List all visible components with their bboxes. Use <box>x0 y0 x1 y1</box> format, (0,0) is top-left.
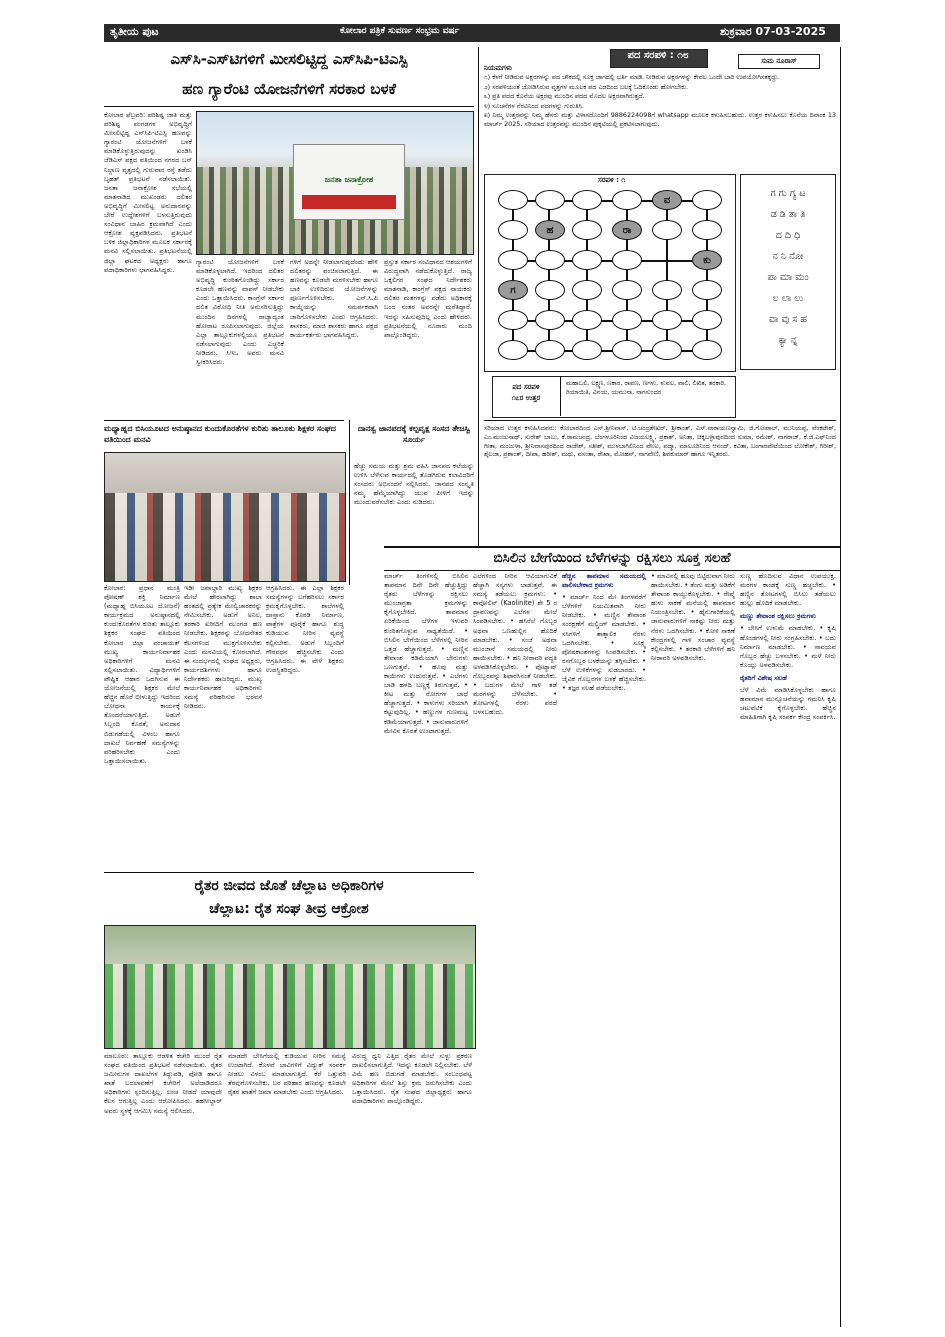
chain-node[interactable] <box>572 220 602 240</box>
divider <box>478 47 479 547</box>
chain-node[interactable] <box>612 250 642 270</box>
puzzle-rules <box>484 73 836 129</box>
chain-node[interactable] <box>572 340 602 360</box>
farmers-headline-2: ಚೆಲ್ಲಾಟ: ರೈತ ಸಂಘ ತೀವ್ರ ಆಕ್ರೋಶ <box>209 901 369 917</box>
chain-node-given: ರಾ <box>612 220 642 240</box>
lead-col-4: ಪ್ರಸ್ತುತ ಸರ್ಕಾರ ಸಂವಿಧಾನದ ಆಶಯಗಳಿಗೆ ವಿರುದ್ಧವಾಗಿ ನಡೆದುಕೊಳ್ಳುತ್ತಿದೆ. ರಾಜ್ಯ ಒಕ್ಕಲಿಗರ ಸಂಘದ ನಿರ್ದೇಶಕರು ಮಾತನಾಡಿ, ಕಾಂಗ್ರೆಸ್ ಪಕ್ಷದ ನಾಯಕರು ದಲಿತರ ಮತಗಳನ್ನು ಪಡೆದು ಅಧಿಕಾರಕ್ಕೆ ಬಂದ ನಂತರ ಅವರನ್ನೇ ಮರೆತಿದ್ದಾರೆ. ಇದನ್ನು ಸಹಿಸುವುದಿಲ್ಲ ಎಂದು ಹೇಳಿದರು. ಪ್ರತಿಭಟನೆಯಲ್ಲಿ ನೂರಾರು ಮಂದಿ ಪಾಲ್ಗೊಂಡಿದ್ದರು. <box>384 258 472 339</box>
heat-col-5b-text: • ಬೇಸಿಗೆ ಉಳುಮೆ ಮಾಡಬೇಕು. • ಕೃಷಿ ಹೊಂಡಗಳಲ್ಲಿ ನೀರು ಸಂಗ್ರಹಿಸಬೇಕು. • ಬದು ನಿರ್ಮಾಣ ಮಾಡಬೇಕು. • ಸಾವಯವ ಗೊಬ್ಬರ ಹೆಚ್ಚು ಬಳಸಬೇಕು. • ಮಳೆ ನೀರು ಕೊಯ್ಲು ಅಳವಡಿಸಬೇಕು. <box>740 624 836 669</box>
letter-bank-row: ವಾ ವು ಸ ಹ <box>769 314 807 325</box>
lead-col-2: ಗ್ಯಾರಂಟಿ ಯೋಜನೆಗಳಿಗೆ ಬಳಕೆ ಮಾಡಿಕೊಳ್ಳಲಾಗಿದೆ. ಇದರಿಂದ ದಲಿತರ ಅಭಿವೃದ್ಧಿ ಕುಂಠಿತಗೊಂಡಿದ್ದು ಸರ್ಕಾರ ಕೂಡಲೇ ಹಣವನ್ನು ವಾಪಸ್ ನೀಡಬೇಕು ಎಂದು ಒತ್ತಾಯಿಸಿದರು. ಕಾಂಗ್ರೆಸ್ ಸರ್ಕಾರ ದಲಿತ ವಿರೋಧಿ ನೀತಿ ಅನುಸರಿಸುತ್ತಿದ್ದು ಮುಂದಿನ ದಿನಗಳಲ್ಲಿ ರಾಜ್ಯಾದ್ಯಂತ ಹೋರಾಟ ರೂಪಿಸಲಾಗುವುದು. ಜಿಲ್ಲೆಯ ಎಲ್ಲಾ ತಾಲ್ಲೂಕುಗಳಲ್ಲಿಯೂ ಪ್ರತಿಭಟನೆ ನಡೆಸಲಾಗುವುದು ಎಂದು ಎಚ್ಚರಿಕೆ ನೀಡಿದರು. ಸಿಇಒ ಅವರು ಮನವಿ ಸ್ವೀಕರಿಸಿದರು. <box>196 258 284 367</box>
chain-node[interactable] <box>572 280 602 300</box>
chain-node[interactable] <box>652 280 682 300</box>
divider <box>840 47 841 1327</box>
heat-col-1: ಮಾರ್ಚ್ ತಿಂಗಳಿನಲ್ಲಿ ಬಿಸಿಲಿನ ತಾಪಮಾನ ದಿನೇ ದಿನೇ ಹೆಚ್ಚುತ್ತಿದ್ದು ರೈತರು ಬೆಳೆಗಳನ್ನು ರಕ್ಷಿಸಲು ಮುಂಜಾಗ್ರತಾ ಕ್ರಮಗಳನ್ನು ಕೈಗೊಳ್ಳಬೇಕಿದೆ. ತಾಪಮಾನ ಏರಿಕೆಯಿಂದ ಬೆಳೆಗಳ ಇಳುವರಿ ಕುಂಠಿತಗೊಳ್ಳುವ ಸಾಧ್ಯತೆಯಿದೆ. • ಬಿಸಿಲಿನ ಬೇಗೆಯಿಂದ ಬೆಳೆಗಳಲ್ಲಿ ನೀರಿನ ಒತ್ತಡ ಹೆಚ್ಚಾಗುತ್ತದೆ. • ಮಣ್ಣಿನ ತೇವಾಂಶ ಕಡಿಮೆಯಾಗಿ ಬೇರುಗಳು ಒಣಗುತ್ತವೆ. • ಹೂವು ಮತ್ತು ಕಾಯಿಗಳು ಉದುರುತ್ತವೆ. • ಎಲೆಗಳು ಬಾಡಿ ಹಳದಿ ಬಣ್ಣಕ್ಕೆ ತಿರುಗುತ್ತವೆ. • ಕೀಟ ಮತ್ತು ರೋಗಗಳ ಬಾಧೆ ಹೆಚ್ಚಾಗುತ್ತದೆ. • ಕಾಳುಗಳು ಸರಿಯಾಗಿ ಕಟ್ಟುವುದಿಲ್ಲ. • ಹಣ್ಣುಗಳ ಗುಣಮಟ್ಟ ಕಡಿಮೆಯಾಗುತ್ತದೆ. • ಜಾನುವಾರುಗಳಿಗೆ ಮೇವಿನ ಕೊರತೆ ಉಂಟಾಗುತ್ತದೆ. <box>384 572 468 735</box>
lead-col-1: ಕೋಲಾರ ಫೆಬ್ರವರಿ: ಪರಿಶಿಷ್ಟ ಜಾತಿ ಮತ್ತು ಪರಿಶಿಷ್ಟ ಪಂಗಡಗಳ ಅಭಿವೃದ್ಧಿಗೆ ಮೀಸಲಿಟ್ಟಿದ್ದ ಎಸ್‌ಸಿಪಿ-ಟಿಎಸ್ಪಿ ಹಣವನ್ನು ಗ್ಯಾರಂಟಿ ಯೋಜನೆಗಳಿಗೆ ಬಳಕೆ ಮಾಡಿಕೊಳ್ಳುತ್ತಿರುವುದನ್ನು ಖಂಡಿಸಿ ಜೆಡಿಎಸ್ ಪಕ್ಷದ ವತಿಯಿಂದ ನಗರದ ಬಸ್ ನಿಲ್ದಾಣ ವೃತ್ತದಲ್ಲಿ ಗುರುವಾರ ರಸ್ತೆ ತಡೆದು ಬೃಹತ್ ಪ್ರತಿಭಟನೆ ನಡೆಸಲಾಯಿತು. ಜನತಾ ಜನಾಕ್ರೋಶ ಸಭೆಯಲ್ಲಿ ಮಾತನಾಡಿದ ಮುಖಂಡರು ದಲಿತರ ಅಭಿವೃದ್ಧಿಗೆ ಮೀಸಲಿಟ್ಟ ಅನುದಾನವನ್ನು ಬೇರೆ ಉದ್ದೇಶಗಳಿಗೆ ಬಳಸುತ್ತಿರುವುದು ಸಂವಿಧಾನ ಬಾಹಿರ ಕ್ರಮವಾಗಿದೆ ಎಂದು ಆಕ್ರೋಶ ವ್ಯಕ್ತಪಡಿಸಿದರು. ಪ್ರತಿಭಟನೆ ಬಳಿಕ ಜಿಲ್ಲಾಧಿಕಾರಿಗಳ ಮೂಲಕ ಸರ್ಕಾರಕ್ಕೆ ಮನವಿ ಸಲ್ಲಿಸಲಾಯಿತು. ಪ್ರತಿಭಟನೆಯಲ್ಲಿ ಜಿಲ್ಲಾ ಘಟಕದ ಅಧ್ಯಕ್ಷರು ಹಾಗೂ ಪದಾಧಿಕಾರಿಗಳು ಭಾಗವಹಿಸಿದ್ದರು. <box>104 111 192 274</box>
farmers-headline-1: ರೈತರ ಜೀವದ ಜೊತೆ ಚೆಲ್ಲಾಟ ಅಧಿಕಾರಿಗಳ <box>194 878 384 894</box>
lead-headline-2: ಹಣ ಗ್ಯಾರೆಂಟಿ ಯೋಜನೆಗಳಿಗೆ ಸರಕಾರ ಬಳಕೆ <box>182 80 396 98</box>
divider <box>349 420 350 585</box>
banner-stripe <box>302 195 396 209</box>
heat-col-5-text: ಸುಣ್ಣ ಹೊದಿಸುವ ವಿಧಾನ ಉಪಯುಕ್ತ. ಮರಗಳ ಕಾಂಡಕ್ಕೆ ಸುಣ್ಣ ಹಚ್ಚಬೇಕು. • ಹಣ್ಣಿನ ತೋಟಗಳಲ್ಲಿ ಬಿಸಿಲು ತಡೆಯಲು ಹುಲ್ಲು ಹೊದಿಕೆ ಮಾಡಬೇಕು. <box>740 572 836 608</box>
answer-label-1: ಪದ ಸರಪಳಿ <box>512 383 540 391</box>
chain-node[interactable] <box>498 220 528 240</box>
issue-date: ಶುಕ್ರವಾರ 07-03-2025 <box>720 25 826 38</box>
heat-subhead: ರೈತರಿಗೆ ವಿಶೇಷ ಸಲಹೆ <box>740 673 787 682</box>
photo-banner <box>293 144 405 220</box>
puzzle-rules-label: ನಿಯಮಗಳು <box>484 64 512 72</box>
puzzle-author-text: ಸುಮ ನೂರಾಸ್ <box>761 57 797 65</box>
chain-node[interactable] <box>498 310 528 330</box>
chain-node[interactable] <box>652 310 682 330</box>
letter-bank-row: ದ ದಿ ಧಿ <box>775 230 801 241</box>
dharna-photo <box>104 452 346 582</box>
heat-col-5c-text: ಬೆಳೆ ವಿಮೆ ಮಾಡಿಸಿಕೊಳ್ಳಬೇಕು ಹಾಗೂ ಹವಾಮಾನ ಮುನ್ಸೂಚನೆಯನ್ನು ಗಮನಿಸಿ ಕೃಷಿ ಚಟುವಟಿಕೆ ಕೈಗೊಳ್ಳಬೇಕು. ಹೆಚ್ಚಿನ ಮಾಹಿತಿಗಾಗಿ ಕೃಷಿ ಸಂಪರ್ಕ ಕೇಂದ್ರ ಸಂಪರ್ಕಿಸಿ. <box>740 686 836 722</box>
brief-body: ಹೆಚ್ಚು ಸಮಯ ಮತ್ತು ಶ್ರಮ ವಹಿಸಿ ಜಾನಪದ ಕಲೆಯನ್ನು ಉಳಿಸಿ ಬೆಳೆಸುವ ಕಾರ್ಯದಲ್ಲಿ ತೊಡಗಿರುವ ಕಲಾವಿದರಿಗೆ ಸಂಸದರು ಅಭಿನಂದನೆ ಸಲ್ಲಿಸಿದರು. ಜಾನಪದ ಸಂಸ್ಕೃತಿ ನಮ್ಮ ಹೆಮ್ಮೆಯಾಗಿದ್ದು ಯುವ ಪೀಳಿಗೆ ಇದನ್ನು ಮುಂದುವರೆಸಬೇಕು ಎಂದು ನುಡಿದರು. <box>354 462 474 507</box>
chain-node[interactable] <box>612 340 642 360</box>
puzzle-rule-3: ೩) ಪ್ರತಿ ಪದದ ಕೊನೆಯ ಅಕ್ಷರವು ಮುಂದಿನ ಪದದ ಮೊದಲ ಅಕ್ಷರವಾಗಿರುತ್ತದೆ. <box>484 92 645 101</box>
dharna-headline-text: ಮಧ್ಯಾಹ್ನದ ಬಿಸಿಯೂಟದ ಅನುಷ್ಠಾನದ ಕುಂದುಕೊರತೆಗಳ ಕುರಿತು ತಾಲೂಕು ಶಿಕ್ಷಕರ ಸಂಘದ ವತಿಯಿಂದ ಮನವಿ <box>104 424 336 444</box>
chain-node[interactable] <box>572 250 602 270</box>
chain-node[interactable] <box>692 310 722 330</box>
answer-text: ಮಹಾಬಲಿ, ಲಕ್ಷ್ಮಣ, ಣಕಾರ, ರಾವಣ, ಣಗಳು, ಳುವಲ, ವಾಲಿ, ಲಿಖಿತ, ತರಕಾರಿ, ರಿಯಾಯಿತಿ, ವಿನಯ, ಯಮುನಾ, ನಾಗಸುಂದರ <box>566 379 727 396</box>
chain-node-given: ಗ <box>498 280 528 300</box>
letter-bank <box>740 174 836 370</box>
divider <box>560 376 561 416</box>
puzzle-title: ಪದ ಸರಪಳಿ : ೧೮ <box>627 50 689 61</box>
divider <box>104 106 474 107</box>
chain-node[interactable] <box>612 310 642 330</box>
chain-node[interactable] <box>692 220 722 240</box>
farmers-col-3: ವಿರುದ್ಧ ಧ್ವನಿ ಎತ್ತಿದ ರೈತರ ಮೇಲೆ ಸುಳ್ಳು ಪ್ರಕರಣ ದಾಖಲಿಸಲಾಗುತ್ತಿದೆ. ಇದನ್ನು ಕೂಡಲೇ ನಿಲ್ಲಿಸಬೇಕು. ಬೆಳೆ ವಿಮೆ ಹಣ ಬಿಡುಗಡೆ ಮಾಡಬೇಕು. ಸಂಬಂಧಪಟ್ಟ ಅಧಿಕಾರಿಗಳ ಮೇಲೆ ಶಿಸ್ತು ಕ್ರಮ ಜರುಗಿಸಬೇಕು ಎಂದು ಒತ್ತಾಯಿಸಿದರು. ರೈತ ಸಂಘದ ಜಿಲ್ಲಾಧ್ಯಕ್ಷರು ಹಾಗೂ ಪದಾಧಿಕಾರಿಗಳು ಪಾಲ್ಗೊಂಡಿದ್ದರು. <box>352 1052 472 1106</box>
puzzle-rule-5: ೫) ನಿಮ್ಮ ಉತ್ತರವನ್ನು ನಿಮ್ಮ ಹೆಸರು ಮತ್ತು ವಿಳಾಸದೊಂದಿಗೆ 9886224098ಗೆ whatsapp ಮೂಲಕ ಕಳುಹಿಸಬಹುದು. ಉತ್ತರ ಕಳುಹಿಸಲು ಕೊನೆಯ ದಿನಾಂಕ 13 ಮಾರ್ಚ್ 2025. ಸರಿಯಾದ ಉತ್ತರವನ್ನು ಮುಂದಿನ ಪುಕ್ಕಟಿಯಲ್ಲಿ ಪ್ರಕಟಿಸಲಾಗುವುದು. <box>484 111 836 128</box>
letter-bank-row: ಕ್ಯಾ ನ್ನ <box>778 335 798 346</box>
heat-col-5 <box>740 572 836 1322</box>
chain-node[interactable] <box>535 250 565 270</box>
letter-bank-row: ಲ ಲಾ ಲು <box>772 293 804 304</box>
dharna-headline <box>104 423 344 445</box>
chain-node-given: ಹ <box>535 220 565 240</box>
chain-node[interactable] <box>535 280 565 300</box>
puzzle-rule-2: ೨) ಸರಪಳಿಯಂತೆ ಜೋಡಿಸಿರುವ ವೃತ್ತಗಳ ಮೂಲಕ ಪದ ಎಡದಿಂದ ಬಲಕ್ಕೆ ಓದಿಕೊಂಡು ಹೋಗಬೇಕು. <box>484 82 689 91</box>
letter-bank-row: ಡ ಡಿ ತಾ ತಿ <box>770 209 806 220</box>
chain-node[interactable] <box>692 340 722 360</box>
chain-node[interactable] <box>498 340 528 360</box>
chain-node[interactable] <box>535 340 565 360</box>
farmers-col-1: ಮಾಲೂರು: ತಾಲ್ಲೂಕು ಆಡಳಿತ ಕಚೇರಿ ಮುಂದೆ ರೈತ ಸಂಘದ ವತಿಯಿಂದ ಪ್ರತಿಭಟನೆ ನಡೆಸಲಾಯಿತು. ರೈತರ ಜಮೀನುಗಳ ದಾಖಲೆಗಳ ತಿದ್ದುಪಡಿ, ಪೋಡಿ ಹಾಗೂ ಖಾತೆ ಬದಲಾವಣೆಗೆ ಕಚೇರಿಗೆ ಅಲೆದಾಡಿದರೂ ಅಧಿಕಾರಿಗಳು ಸ್ಪಂದಿಸುತ್ತಿಲ್ಲ. ಲಂಚ ನೀಡದೆ ಯಾವುದೇ ಕೆಲಸ ಆಗುತ್ತಿಲ್ಲ ಎಂದು ಆರೋಪಿಸಿದರು. ತಹಸೀಲ್ದಾರ್ ಅವರು ಸ್ಥಳಕ್ಕೆ ಆಗಮಿಸಿ ಸಮಸ್ಯೆ ಆಲಿಸಿದರು. <box>104 1052 222 1115</box>
dharna-col-1: ಕೋಲಾರ: ಪ್ರಧಾನ ಮಂತ್ರಿ ಪೋಷಣ್ ಶಕ್ತಿ ನಿರ್ಮಾಣ (ಮಧ್ಯಾಹ್ನ ಬಿಸಿಯೂಟ ಯೋಜನೆ) ಕಾರ್ಯಕ್ರಮದ ಅನುಷ್ಠಾನದಲ್ಲಿ ಕುಂದುಕೊರತೆಗಳ ಕುರಿತು ತಾಲ್ಲೂಕು ಶಿಕ್ಷಕರ ಸಂಘದ ವತಿಯಿಂದ ಕೋಲಾರ ಜಿಲ್ಲಾ ಪಂಚಾಯತ್ ಮುಖ್ಯ ಕಾರ್ಯನಿರ್ವಾಹಕ ಅಧಿಕಾರಿಗಳಿಗೆ ಮನವಿ ಸಲ್ಲಿಸಲಾಯಿತು. ವಿದ್ಯಾರ್ಥಿಗಳಿಗೆ ಪೌಷ್ಟಿಕ ಆಹಾರ ಒದಗಿಸುವ ಈ ಯೋಜನೆಯಲ್ಲಿ ಶಿಕ್ಷಕರ ಮೇಲೆ ಹೆಚ್ಚಿನ ಹೊರೆ ಬೀಳುತ್ತಿದ್ದು ಇದರಿಂದ ಬೋಧನಾ ಕಾರ್ಯಕ್ಕೆ ತೊಂದರೆಯಾಗುತ್ತಿದೆ. ಅಡುಗೆ ಸಿಬ್ಬಂದಿ ಕೊರತೆ, ಅನುದಾನ ಬಿಡುಗಡೆಯಲ್ಲಿ ವಿಳಂಬ ಹಾಗೂ ದಾಖಲೆ ನಿರ್ವಹಣೆ ಸಮಸ್ಯೆಗಳನ್ನು ಪರಿಹರಿಸಬೇಕು ಎಂದು ಒತ್ತಾಯಿಸಲಾಯಿತು. <box>104 584 180 765</box>
letter-bank-row: ಪಾ ಮಾ ಮಂ <box>767 272 809 283</box>
divider <box>104 420 344 421</box>
heat-headline: ಬಿಸಿಲಿನ ಬೇಗೆಯಿಂದ ಬೆಳೆಗಳನ್ನು ರಕ್ಷಿಸಲು ಸೂಕ್ತ ಸಲಹೆ <box>493 550 731 566</box>
heat-subhead: ಮಣ್ಣು ತೇವಾಂಶ ರಕ್ಷಿಸಲು ಕ್ರಮಗಳು <box>740 612 816 621</box>
answer-label <box>496 382 556 404</box>
puzzle-author-tag <box>738 54 820 69</box>
brief-headline <box>354 423 474 445</box>
chain-node[interactable] <box>498 250 528 270</box>
puzzle-clue-label: ಸರಪಳಿ : ೧ <box>598 176 626 184</box>
lead-photo <box>196 111 474 255</box>
heat-subhead: ಹೆಚ್ಚಿನ ತಾಪಮಾನ ಸಮಯದಲ್ಲಿ ಪಾಲಿಸಬೇಕಾದ ಕ್ರಮಗಳು <box>562 572 646 590</box>
letter-bank-row: ನ ನಿ ನೋ <box>772 251 804 262</box>
lead-col-3: ಗಳಿಗೆ ಅದನ್ನೇ ನೀಡಲಾಗುವುದೆಂದು ಹೇಳಿ ದಲಿತರನ್ನು ವಂಚಿಸಲಾಗುತ್ತಿದೆ. ಈ ಹಣವನ್ನು ಕೂಡಲೇ ಮರಳಿಸಬೇಕು ಹಾಗೂ ಬಾಕಿ ಉಳಿದಿರುವ ಯೋಜನೆಗಳನ್ನು ಪೂರ್ಣಗೊಳಿಸಬೇಕು. ಎಸ್.ಸಿ.ಪಿ ಕಾಯ್ದೆಯನ್ನು ಸಮರ್ಪಕವಾಗಿ ಜಾರಿಗೊಳಿಸಬೇಕು ಎಂದು ಆಗ್ರಹಿಸಿದರು. ಶಾಸಕರು, ಮಾಜಿ ಶಾಸಕರು ಹಾಗೂ ಪಕ್ಷದ ಕಾರ್ಯಕರ್ತರು ಭಾಗವಹಿಸಿದ್ದರು. <box>290 258 378 339</box>
chain-node[interactable] <box>535 190 565 210</box>
chain-node[interactable] <box>612 280 642 300</box>
lead-headline-1: ಎಸ್‌ಸಿ-ಎಸ್‌ಟಿಗಳಿಗೆ ಮೀಸಲಿಟ್ಟಿದ್ದ ಎಸ್‌ಸಿಪಿ-ಟಿಎಸ್ಪಿ <box>170 50 408 68</box>
farmers-col-2: ಮಾಡದೇ ಬೇಸಿಗೆಯಲ್ಲಿ ಕುಡಿಯುವ ನೀರಿನ ಸಮಸ್ಯೆ ಉಂಟಾಗಿದೆ. ಕೊಳವೆ ಬಾವಿಗಳಿಗೆ ವಿದ್ಯುತ್ ಸಂಪರ್ಕ ನೀಡಲು ವಿಳಂಬ ಮಾಡಲಾಗುತ್ತಿದೆ. ಕೆರೆ ಒತ್ತುವರಿ ತೆರವುಗೊಳಿಸಬೇಕು. ಬರ ಪರಿಹಾರ ಹಣವನ್ನು ಕೂಡಲೇ ರೈತರ ಖಾತೆಗೆ ಜಮಾ ಮಾಡಬೇಕು ಎಂದು ಆಗ್ರಹಿಸಿದರು. <box>228 1052 346 1097</box>
answer-label-2: ೧೭ರ ಉತ್ತರ <box>511 394 541 402</box>
chain-node-given: ವ <box>652 190 682 210</box>
heat-col-3-text: • ಮಾರ್ಚ್ ನಿಂದ ಮೇ ತಿಂಗಳವರೆಗೆ ಬೆಳೆಗಳಿಗೆ ನಿಯಮಿತವಾಗಿ ನೀರು ನೀಡಬೇಕು. • ಮಣ್ಣಿನ ತೇವಾಂಶ ಸಂರಕ್ಷಣೆಗೆ ಮಲ್ಚಿಂಗ್ ಮಾಡಬೇಕು. • ಸಸಿಗಳಿಗೆ ತಾತ್ಕಾಲಿಕ ನೆರಳು ಒದಗಿಸಬೇಕು. • ಸೂಕ್ಷ್ಮ ಪೋಷಕಾಂಶಗಳನ್ನು ಸಿಂಪಡಿಸಬೇಕು. • ರಸಗೊಬ್ಬರ ಬಳಕೆಯನ್ನು ತಗ್ಗಿಸಬೇಕು. • ಬೆಳೆ ಉಳಿಕೆಗಳನ್ನು ಸುಡಬಾರದು. • ಜೈವಿಕ ಗೊಬ್ಬರಗಳ ಬಳಕೆ ಹೆಚ್ಚಿಸಬೇಕು. • ತಜ್ಞರ ಸಲಹೆ ಪಡೆಯಬೇಕು. <box>562 593 646 693</box>
chain-node[interactable] <box>652 220 682 240</box>
chain-node[interactable] <box>692 190 722 210</box>
photo-people <box>105 493 345 581</box>
chain-node[interactable] <box>612 190 642 210</box>
chain-node[interactable] <box>535 310 565 330</box>
chain-node[interactable] <box>652 340 682 360</box>
dharna-col-3: ಆಗ್ರಹಿಸಿದರು. ಈ ಎಲ್ಲಾ ಶಿಕ್ಷಕರ ಸಮಸ್ಯೆಗಳನ್ನು ಬಗೆಹರಿಸಲು ಸರ್ಕಾರ ಕ್ರಮಕೈಗೊಳ್ಳಬೇಕು. ಶಾಲೆಗಳಲ್ಲಿ ದಾಸ್ತಾನು ಕೊಠಡಿ ನಿರ್ಮಾಣ, ಪಾತ್ರೆಗಳ ಪೂರೈಕೆ ಹಾಗೂ ಶುದ್ಧ ಕುಡಿಯುವ ನೀರಿನ ವ್ಯವಸ್ಥೆ ಕಲ್ಪಿಸಬೇಕು. ಅಡುಗೆ ಸಿಬ್ಬಂದಿಗೆ ಗೌರವಧನ ಹೆಚ್ಚಿಸಬೇಕು ಎಂದು ಆಗ್ರಹಿಸಿದರು. ಈ ವೇಳೆ ಶಿಕ್ಷಕರು ಉಪಸ್ಥಿತರಿದ್ದರು. <box>266 584 344 674</box>
heat-col-4: • ಮಾವಿನಲ್ಲಿ ಹೂವು ಬಿಟ್ಟಿರುವಾಗ ನೀರು ಹಾಯಿಸಬೇಕು. • ತೆಂಗು ಮತ್ತು ಅಡಿಕೆಗೆ ತೇವಾಂಶ ಕಾಯ್ದುಕೊಳ್ಳಬೇಕು. • ರೇಷ್ಮೆ ಹುಳು ಸಾಕಣೆ ಮನೆಯಲ್ಲಿ ತಾಪಮಾನ ನಿಯಂತ್ರಿಸಬೇಕು. • ಹೈನುಗಾರಿಕೆಯಲ್ಲಿ ಜಾನುವಾರುಗಳಿಗೆ ಸಾಕಷ್ಟು ನೀರು ಮತ್ತು ನೆರಳು ಒದಗಿಸಬೇಕು. • ಕೋಳಿ ಸಾಕಣೆ ಕೇಂದ್ರಗಳಲ್ಲಿ ಗಾಳಿ ಸಂಚಾರ ವ್ಯವಸ್ಥೆ ಕಲ್ಪಿಸಬೇಕು. • ತರಕಾರಿ ಬೆಳೆಗಳಿಗೆ ಹನಿ ನೀರಾವರಿ ಅಳವಡಿಸಬೇಕು. <box>651 572 735 662</box>
heat-col-2: ಎಲೆಗಳಿಂದ ನೀರಿನ ಆವಿಯಾಗುವಿಕೆ ಹೆಚ್ಚಾಗಿ ಸಸ್ಯಗಳು ಬಾಡುತ್ತವೆ. ಈ ಸಮಸ್ಯೆ ತಡೆಯಲು ಕ್ರಮಗಳು: • ಕಾವೋಲಿನ್ (Kaolinite) ಶೇ 5 ರ ದ್ರಾವಣವನ್ನು ಎಲೆಗಳ ಮೇಲೆ ಸಿಂಪಡಿಸಬೇಕು. • ಹಸಿರೆಲೆ ಗೊಬ್ಬರ ಅಥವಾ ಒಣಹುಲ್ಲಿನ ಹೊದಿಕೆ ಮಾಡಬೇಕು. • ಸಂಜೆ ಅಥವಾ ಮುಂಜಾನೆ ಸಮಯದಲ್ಲಿ ನೀರು ಹಾಯಿಸಬೇಕು. • ಹನಿ ನೀರಾವರಿ ಪದ್ಧತಿ ಅಳವಡಿಸಿಕೊಳ್ಳಬೇಕು. • ಪೊಟ್ಯಾಷ್ ಗೊಬ್ಬರವನ್ನು ಶಿಫಾರಸಿನಂತೆ ನೀಡಬೇಕು. • ಬದುಗಳ ಮೇಲೆ ಗಾಳಿ ತಡೆ ಮರಗಳನ್ನು ಬೆಳೆಸಬೇಕು. • ತೋಟಗಳಲ್ಲಿ ನೆರಳು ಪರದೆ ಬಳಸಬಹುದು. <box>473 572 557 717</box>
chain-node[interactable] <box>572 190 602 210</box>
puzzle-rule-4: ೪) ಸೂಚನೆಗಳ ನೆರವಿನಿಂದ ಪದಗಳನ್ನು ಗುರುತಿಸಿ. <box>484 101 584 110</box>
divider <box>484 420 836 421</box>
brief-headline-text: ದಾನತ್ವ ಜಾನಪದಕ್ಕೆ ಕಲ್ಪವೃಕ್ಷ ಸಂಸದ ತೇಜಸ್ವಿ ಸೂರ್ಯ <box>357 424 471 444</box>
banner-text: ಜನತಾ ಜನಾಕ್ರೋಶ <box>324 175 374 184</box>
dharna-col-2: ಇಡೀ ಜವಾಬ್ದಾರಿ ಮುಖ್ಯ ಶಿಕ್ಷಕರ ಮೇಲೆ ಹೇರಲಾಗಿದ್ದು ಶಾಲಾ ಹಂತದಲ್ಲಿ ಪ್ರತ್ಯೇಕ ಮೇಲ್ವಿಚಾರಕರನ್ನು ನೇಮಿಸಬೇಕು. ಅಡುಗೆ ಅನಿಲ, ತರಕಾರಿ ಖರೀದಿಗೆ ಮುಂಗಡ ಹಣ ನೀಡಬೇಕು. ಶಿಕ್ಷಕರನ್ನು ಬೋಧನೇತರ ಕೆಲಸಗಳಿಂದ ಮುಕ್ತಗೊಳಿಸಬೇಕು ಎಂದು ಮನವಿಯಲ್ಲಿ ಕೋರಲಾಗಿದೆ. ಈ ಸಂದರ್ಭದಲ್ಲಿ ಸಂಘದ ಅಧ್ಯಕ್ಷರು, ಕಾರ್ಯದರ್ಶಿಗಳು ಹಾಗೂ ನಿರ್ದೇಶಕರು ಹಾಜರಿದ್ದರು. ಮುಖ್ಯ ಕಾರ್ಯನಿರ್ವಾಹಕ ಅಧಿಕಾರಿಗಳು ಸಮಸ್ಯೆ ಪರಿಹರಿಸುವ ಭರವಸೆ ನೀಡಿದರು. <box>184 584 262 711</box>
heat-col-3 <box>562 572 646 1322</box>
puzzle-rule-1: ೧) ಕೆಳಗೆ ನೀಡಿರುವ ಅಕ್ಷರಗಳನ್ನು ಪದ ಚೌಕದಲ್ಲಿ ಸೂಕ್ತ ಜಾಗದಲ್ಲಿ ಭರ್ತಿ ಮಾಡಿ. ನೀಡಿರುವ ಅಕ್ಷರಗಳನ್ನು ಕೇವಲ ಒಂದೇ ಬಾರಿ ಉಪಯೋಗಿಸತಕ್ಕದ್ದು. <box>484 73 780 81</box>
winners-list: ಸರಿಯಾದ ಉತ್ತರ ಕಳುಹಿಸಿದವರು: ಕೋಲಾರದಿಂದ ಎಸ್.ಶ್ರೀನಿವಾಸ್, ಟಿ.ಚಂದ್ರಶೇಖರ್, ಶ್ರೀಕಾಂತ್, ಎಸ್.ನಾರಾಯಣಸ್ವಾಮಿ, ಜಿ.ಗೋಪಾಲ್, ಮುನಿಯಪ್ಪ, ವೆಂಕಟೇಶ್, ಎಂ.ಮಂಜುನಾಥ್, ಸುರೇಶ್ ಬಾಬು, ಕೆ.ರಾಮಚಂದ್ರ, ಬೆಂಗಳೂರಿನಿಂದ ವಿಜಯಲಕ್ಷ್ಮಿ, ಪ್ರಕಾಶ್, ಅನಿತಾ, ಚಿಕ್ಕಬಳ್ಳಾಪುರದಿಂದ ಸುಮಾ, ರಮೇಶ್, ನಾಗರಾಜ್, ಕೆ.ಜಿ.ಎಫ್‌ನಿಂದ ಗೀತಾ, ಮಂಜುಳಾ, ಶ್ರೀನಿವಾಸಪುರದಿಂದ ರಾಜೇಶ್, ಸತೀಶ್, ಮುಳಬಾಗಿಲಿನಿಂದ ವೇಣು, ಪದ್ಮಾ, ಮಾಲೂರಿನಿಂದ ಆನಂದ್, ಕವಿತಾ, ಬಂಗಾರಪೇಟೆಯಿಂದ ಲೋಕೇಶ್, ಗಿರೀಶ್, ಶೈಲಜಾ, ಪ್ರಶಾಂತ್, ದೀಪಾ, ಹರೀಶ್, ಮಧು, ವಸಂತಾ, ರೇಖಾ, ಮೋಹನ್, ನಾಗವೇಣಿ, ಶಿವಕುಮಾರ್ ಹಾಗೂ ಇನ್ನಿತರರು. <box>484 424 836 459</box>
masthead-tagline: ಕೋಲಾರ ಪತ್ರಿಕೆ ಸುವರ್ಣ ಸಂಭ್ರಮ ವರ್ಷ <box>340 26 460 36</box>
chain-node-given: ಕು <box>692 250 722 270</box>
page-label: ತೃತೀಯ ಪುಟ <box>110 25 159 38</box>
chain-node[interactable] <box>692 280 722 300</box>
letter-bank-row: ಗ ಗು ಗ್ಯ ಟ <box>770 188 806 199</box>
chain-node[interactable] <box>572 310 602 330</box>
chain-node[interactable] <box>498 190 528 210</box>
